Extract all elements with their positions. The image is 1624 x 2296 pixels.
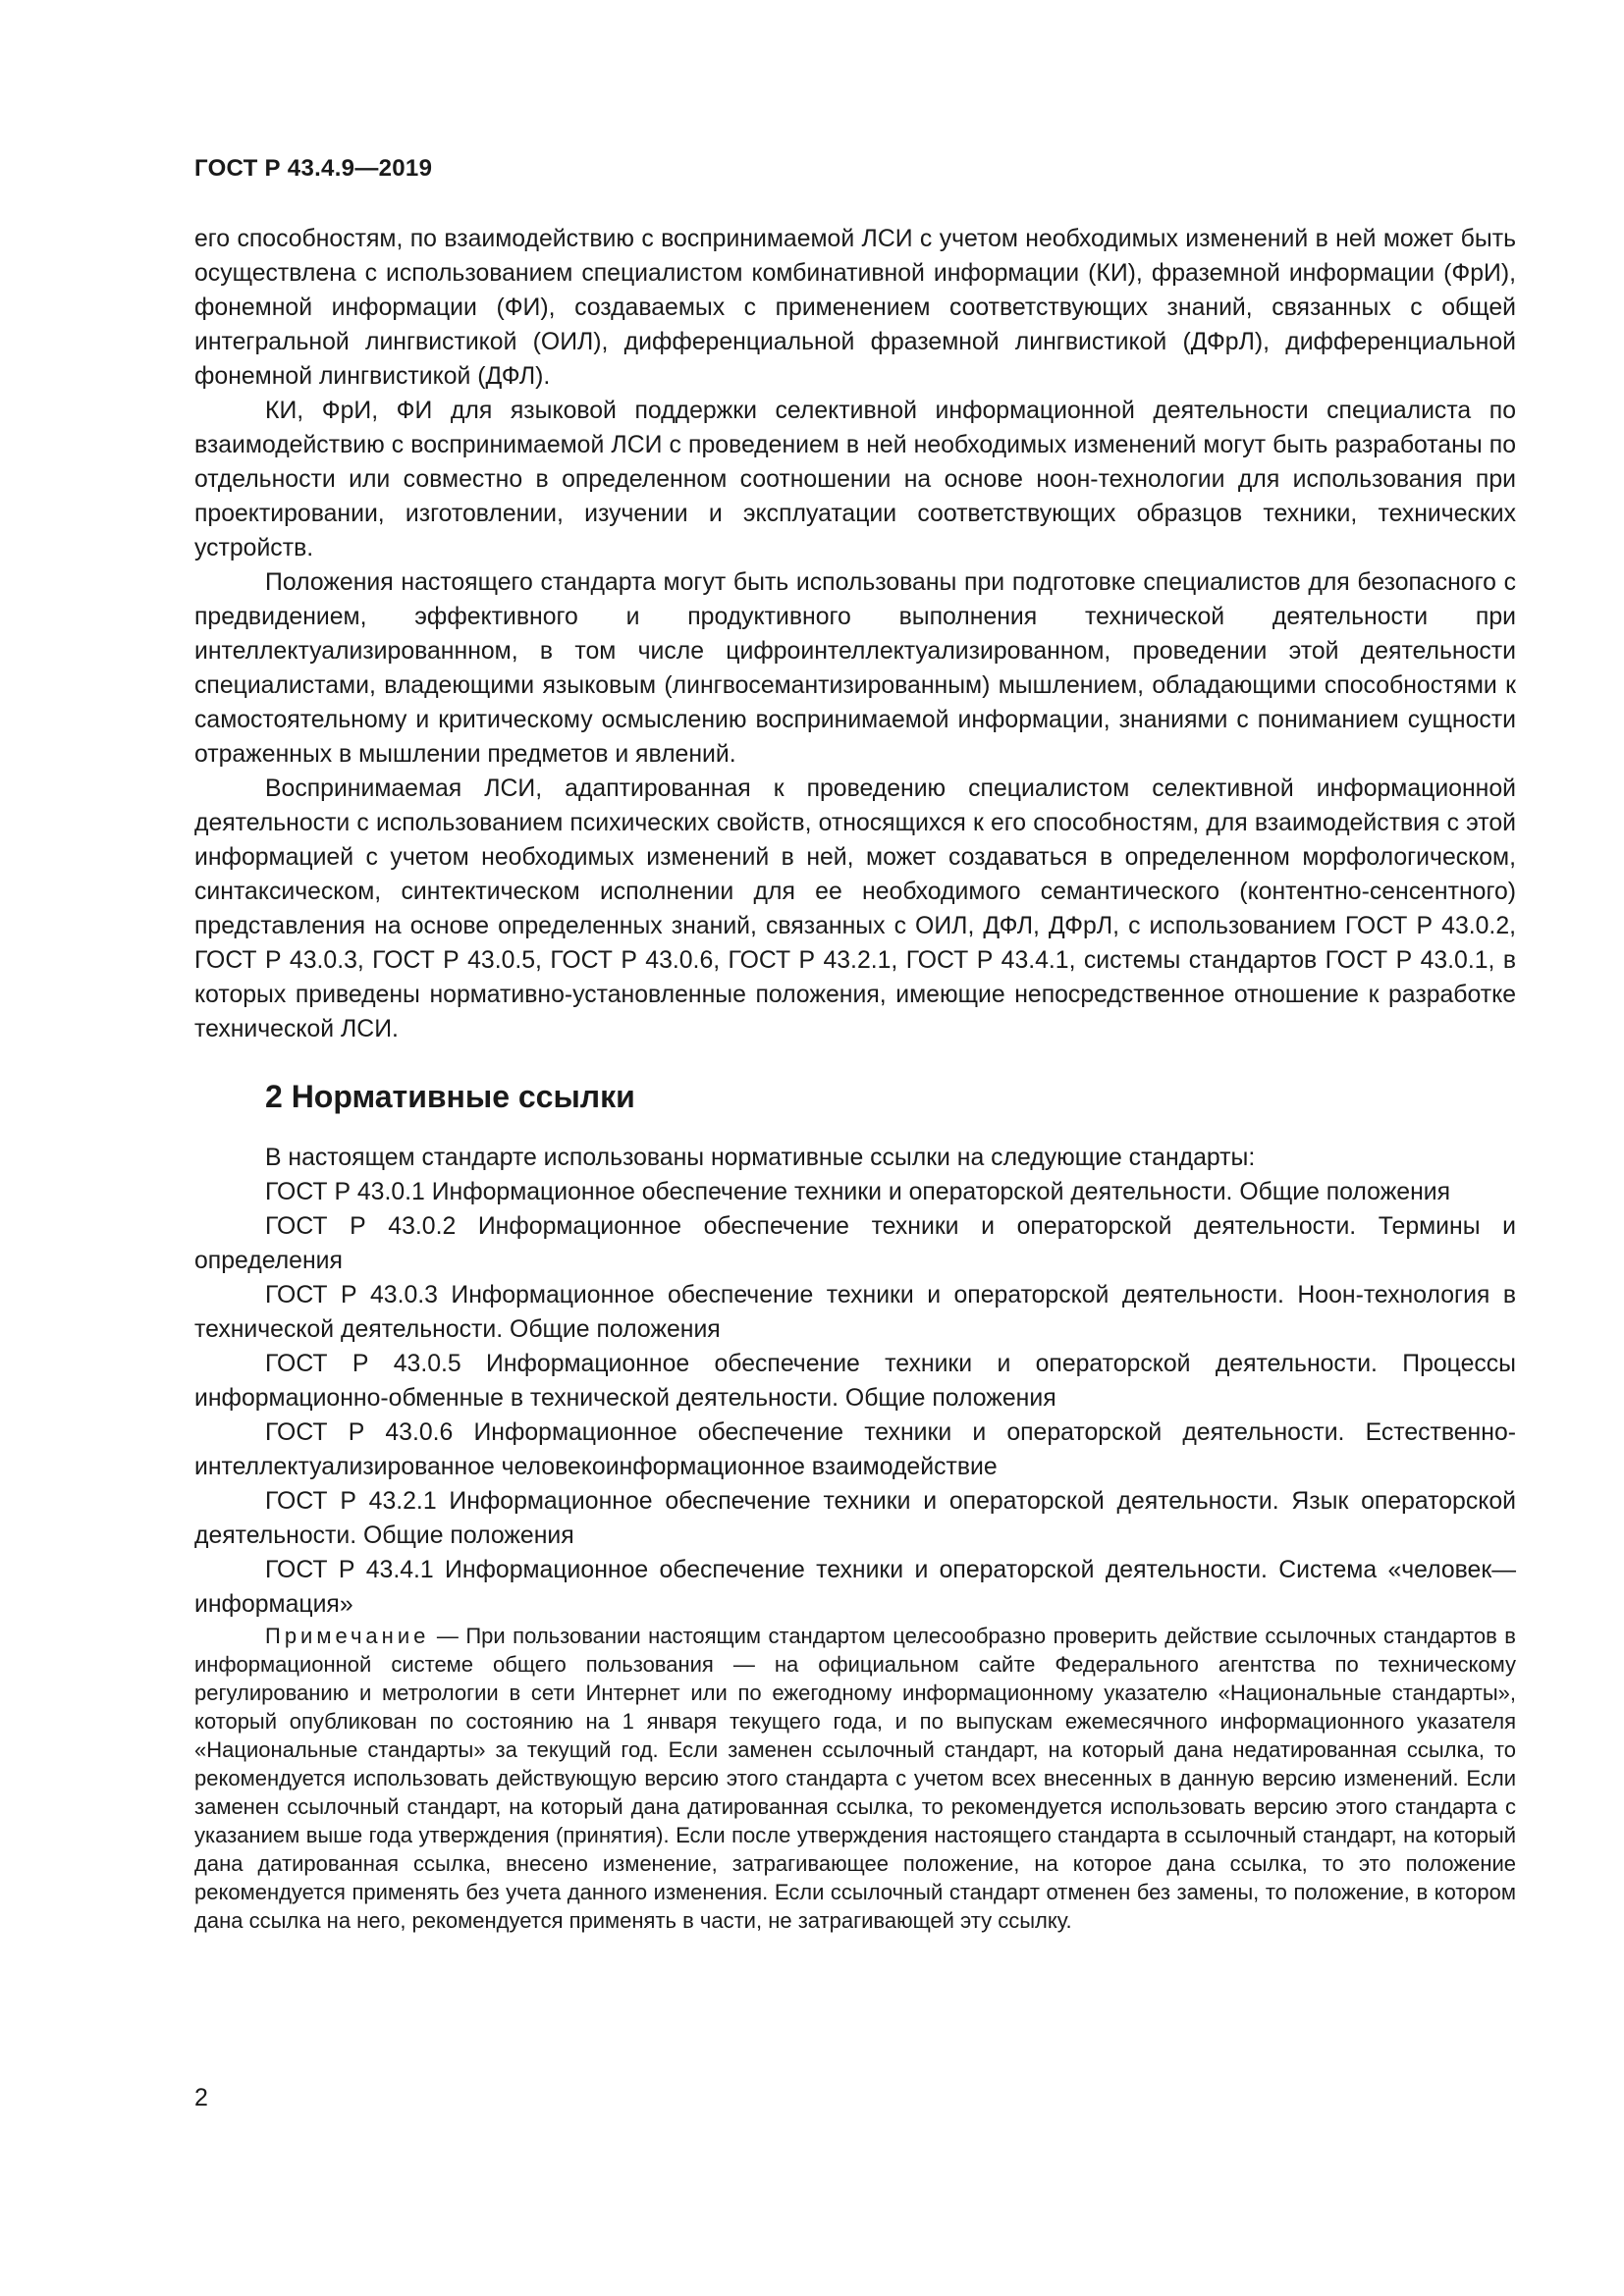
note-paragraph <box>194 1622 1516 1935</box>
body-paragraph: Положения настоящего стандарта могут быть использованы при подготовке специалистов для безопасного с предвидением, эффективного и продуктивного выполнения технической деятельности при интеллектуализированнном, в том числе цифроинтеллектуализированном, проведении этой деятельности специалистами, владеющими языковым (лингвосемантизированным) мышлением, обладающими способностями к самостоятельному и критическому осмыслению воспринимаемой информации, знаниями с пониманием сущности отраженных в мышлении предметов и явлений. <box>194 569 1516 768</box>
page-content <box>194 222 1516 1935</box>
body-paragraph: Воспринимаемая ЛСИ, адаптированная к проведению специалистом селективной информационной деятельности с использованием психических свойств, относящихся к его способностям, для взаимодействия с этой информацией с учетом необходимых изменений в ней, может создаваться в определенном морфологическом, синтаксическом, синтектическом исполнении для ее необходимого семантического (контентно-сенсентного) представления на основе определенных знаний, связанных с ОИЛ, ДФЛ, ДФрЛ, с использованием ГОСТ Р 43.0.2, ГОСТ Р 43.0.3, ГОСТ Р 43.0.5, ГОСТ Р 43.0.6, ГОСТ Р 43.2.1, ГОСТ Р 43.4.1, системы стандартов ГОСТ Р 43.0.1, в которых приведены нормативно-установленные положения, имеющие непосредственное отношение к разработке технической ЛСИ. <box>194 775 1516 1042</box>
reference-item: ГОСТ Р 43.4.1 Информационное обеспечение техники и операторской деятельности. Система «человек—информация» <box>194 1557 1516 1618</box>
reference-item: ГОСТ Р 43.0.1 Информационное обеспечение техники и операторской деятельности. Общие положения <box>265 1179 1451 1205</box>
normative-references <box>194 1141 1516 1622</box>
body-paragraph: КИ, ФрИ, ФИ для языковой поддержки селективной информационной деятельности специалиста по взаимодействию с воспринимаемой ЛСИ с проведением в ней необходимых изменений могут быть разработаны по отдельности или совместно в определенном соотношении на основе ноон-технологии для использования при проектировании, изготовлении, изучении и эксплуатации соответствующих образцов техники, технических устройств. <box>194 398 1516 561</box>
section-title: 2 Нормативные ссылки <box>265 1079 635 1114</box>
note-text: — При пользовании настоящим стандартом целесообразно проверить действие ссылочных стандартов в информационной системе общего пользования — на официальном сайте Федерального агентства по техническому регулированию и метрологии в сети Интернет или по ежегодному информационному указателю «Национальные стандарты», который опубликован по состоянию на 1 января текущего года, и по выпускам ежемесячного информационного указателя «Национальные стандарты» за текущий год. Если заменен ссылочный стандарт, на который дана недатированная ссылка, то рекомендуется использовать действующую версию этого стандарта с учетом всех внесенных в данную версию изменений. Если заменен ссылочный стандарт, на который дана датированная ссылка, то рекомендуется использовать версию этого стандарта с указанием выше года утверждения (принятия). Если после утверждения настоящего стандарта в ссылочный стандарт, на который дана датированная ссылка, внесено изменение, затрагивающее положение, на которое дана ссылка, то это положение рекомендуется применять без учета данного изменения. Если ссылочный стандарт отменен без замены, то положение, в котором дана ссылка на него, рекомендуется применять в части, не затрагивающей эту ссылку. <box>194 1624 1516 1933</box>
reference-item: ГОСТ Р 43.0.6 Информационное обеспечение техники и операторской деятельности. Естественно-интеллектуализированное человекоинформационное взаимодействие <box>194 1419 1516 1480</box>
reference-item: ГОСТ Р 43.0.3 Информационное обеспечение техники и операторской деятельности. Ноон-технология в технической деятельности. Общие положения <box>194 1282 1516 1343</box>
document-code-header: ГОСТ Р 43.4.9—2019 <box>194 155 433 182</box>
reference-item: ГОСТ Р 43.0.5 Информационное обеспечение техники и операторской деятельности. Процессы информационно-обменные в технической деятельности. Общие положения <box>194 1351 1516 1412</box>
reference-item: ГОСТ Р 43.0.2 Информационное обеспечение техники и операторской деятельности. Термины и определения <box>194 1213 1516 1274</box>
references-intro: В настоящем стандарте использованы нормативные ссылки на следующие стандарты: <box>265 1145 1256 1171</box>
page-number: 2 <box>194 2084 208 2111</box>
reference-item: ГОСТ Р 43.2.1 Информационное обеспечение техники и операторской деятельности. Язык операторской деятельности. Общие положения <box>194 1488 1516 1549</box>
body-paragraph: его способностям, по взаимодействию с воспринимаемой ЛСИ с учетом необходимых изменений в ней может быть осуществлена с использованием специалистом комбинативной информации (КИ), фраземной информации (ФрИ), фонемной информации (ФИ), создаваемых с применением соответствующих знаний, связанных с общей интегральной лингвистикой (ОИЛ), дифференциальной фраземной лингвистикой (ДФрЛ), дифференциальной фонемной лингвистикой (ДФЛ). <box>194 226 1516 390</box>
note-label: Примечание <box>265 1624 430 1648</box>
